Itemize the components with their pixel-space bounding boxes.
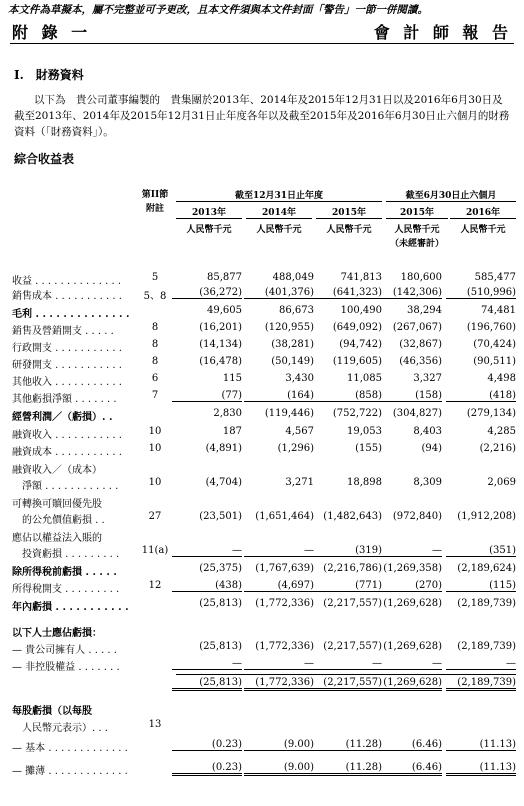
row-value: (2,189,739): [446, 677, 516, 691]
year-2013-header: 2013年: [191, 208, 227, 218]
unit-2014: 人民幣千元: [256, 225, 302, 235]
row-value: 585,477: [474, 272, 516, 283]
row-value: 741,813: [340, 272, 382, 283]
row-label: 淨額 . . . . . . . . . . . .: [12, 481, 119, 492]
row-value: (279,134): [466, 408, 516, 419]
row-value: 187: [222, 426, 242, 437]
row-value: (418): [446, 390, 516, 402]
row-label: 除所得稅前虧損 . . . . .: [12, 567, 117, 578]
table-row: [0, 529, 524, 545]
row-note: 6: [151, 373, 159, 384]
row-value: (752,722): [332, 408, 382, 419]
row-value: 85,877: [207, 272, 242, 283]
row-value: (94,742): [339, 339, 382, 350]
row-value: (16,478): [199, 356, 242, 367]
row-value: (11.13): [446, 739, 516, 751]
report-title: 會 計 師 報 告: [373, 23, 512, 42]
period-group-rule: [386, 201, 516, 202]
table-title: 綜合收益表: [14, 152, 75, 166]
row-value: (142,306): [382, 287, 442, 299]
table-row: [0, 658, 524, 674]
row-value: (23,501): [199, 511, 242, 522]
row-value: (4,697): [244, 580, 314, 592]
row-value: —: [382, 545, 442, 557]
unit-2013: 人民幣千元: [186, 225, 232, 235]
appendix-label: 附 錄 一: [12, 23, 92, 42]
period-group-header: 截至6月30日止六個月: [405, 191, 497, 201]
row-value: (1,772,336): [244, 677, 314, 691]
row-label: 年內虧損 . . . . . . . . . . .: [12, 602, 129, 613]
row-value: (649,092): [332, 322, 382, 333]
row-value: (1,651,464): [255, 511, 314, 522]
row-value: (319): [314, 545, 382, 557]
row-value: (2,216,786): [323, 563, 382, 574]
row-value: (70,424): [473, 339, 516, 350]
row-value: (2,189,739): [457, 598, 516, 609]
row-note: 27: [148, 511, 162, 522]
year-2014-header: 2014年: [261, 208, 297, 218]
table-row: [0, 719, 524, 735]
row-label: 其他虧損淨額 . . . . . . .: [12, 394, 117, 405]
table-row: [0, 545, 524, 561]
row-note: 10: [148, 426, 162, 437]
row-value: —: [446, 658, 516, 670]
note-header-line2: 附註: [145, 204, 164, 214]
year-2013-rule: [176, 218, 242, 219]
row-value: 3,430: [285, 373, 314, 384]
year-group-header: 截至12月31日止年度: [234, 191, 324, 201]
row-value: (510,996): [446, 287, 516, 299]
row-value: (4,891): [205, 443, 242, 454]
table-row: [0, 356, 524, 372]
row-value: —: [382, 658, 442, 670]
year-group-rule: [176, 201, 382, 202]
table-row: [0, 443, 524, 459]
row-value: (38,281): [271, 339, 314, 350]
row-label: 融資收入 . . . . . . . . . . .: [12, 430, 122, 441]
row-value: 38,294: [407, 305, 442, 316]
row-value: (50,149): [271, 356, 314, 367]
row-label: 其他收入 . . . . . . . . . . .: [12, 377, 122, 388]
row-value: (36,272): [172, 287, 242, 299]
row-note: 8: [151, 322, 159, 333]
row-value: (2,189,624): [457, 563, 516, 574]
row-value: 115: [222, 373, 242, 384]
row-label: 融資成本 . . . . . . . . . . .: [12, 447, 122, 458]
row-value: (771): [314, 580, 382, 592]
row-value: (641,323): [314, 287, 382, 299]
row-value: (25,813): [199, 641, 242, 652]
row-value: 18,898: [347, 477, 382, 488]
row-value: 2,830: [213, 408, 242, 419]
row-note: 11(a): [141, 545, 169, 556]
row-value: (2,217,557): [323, 641, 382, 652]
row-value: (270): [382, 580, 442, 592]
row-label: 研發開支 . . . . . . . . . . .: [12, 360, 122, 371]
period-2016-header: 2016年: [465, 208, 501, 218]
unit-period-2016: 人民幣千元: [460, 225, 506, 235]
row-value: (94): [421, 443, 442, 454]
row-value: (401,376): [244, 287, 314, 299]
row-value: 8,309: [413, 477, 442, 488]
row-value: (158): [382, 390, 442, 402]
row-label: 經營利潤／（虧損）. .: [12, 412, 113, 423]
table-row: [0, 272, 524, 288]
row-label: 融資收入／（成本）: [12, 465, 102, 476]
table-row: [0, 305, 524, 321]
row-value: (9.00): [244, 762, 314, 776]
row-value: —: [314, 658, 382, 670]
row-value: (0.23): [172, 762, 242, 776]
row-value: (1,772,336): [255, 598, 314, 609]
intro-text: 以下為 貴公司董事編製的 貴集團於2013年、2014年及2015年12月31日以及2016年6月30日及截至2013年、2014年及2015年12月31日止年度各年以及截至2015年及2016年6月30日止六個月的財務資料（「財務資料」）。: [14, 94, 510, 138]
note-column-header: [140, 188, 170, 216]
row-label: 投資虧損 . . . . . . . . .: [12, 549, 120, 560]
row-value: (6.46): [382, 762, 442, 776]
row-note: 13: [148, 719, 162, 730]
row-value: (155): [355, 443, 382, 454]
row-value: (1,269,628): [383, 641, 442, 652]
row-label: 銷售成本 . . . . . . . . . . .: [12, 291, 122, 302]
row-value: (438): [172, 580, 242, 592]
row-label: 收益 . . . . . . . . . . . . . .: [12, 276, 122, 287]
unit-2015: 人民幣千元: [326, 225, 372, 235]
row-label: 的公允價值虧損 . .: [12, 515, 105, 526]
row-value: —: [244, 545, 314, 557]
row-note: 7: [151, 390, 159, 401]
section-title: I. 財務資料: [14, 68, 84, 82]
row-value: (6.46): [382, 739, 442, 751]
table-row: [0, 287, 524, 303]
table-row: [0, 739, 524, 755]
row-value: (2,217,557): [314, 677, 382, 691]
row-value: 8,403: [413, 426, 442, 437]
table-row: [0, 563, 524, 579]
row-value: (1,912,208): [457, 511, 516, 522]
period-2015-header: 2015年: [399, 208, 435, 218]
table-row: [0, 390, 524, 406]
row-label: — 基本 . . . . . . . . . . . . .: [12, 743, 128, 754]
row-value: (1,767,639): [255, 563, 314, 574]
table-row: [0, 624, 524, 640]
unaudited-note: （未經審計）: [389, 239, 444, 249]
row-value: (1,296): [277, 443, 314, 454]
row-value: (858): [314, 390, 382, 402]
row-value: —: [172, 545, 242, 557]
row-label: 人民幣元表示）. . .: [12, 723, 108, 734]
table-row: [0, 477, 524, 493]
unit-period-2015: 人民幣千元: [394, 225, 440, 235]
row-value: (11.13): [446, 762, 516, 776]
row-value: (304,827): [392, 408, 442, 419]
row-value: (972,840): [392, 511, 442, 522]
row-value: (0.23): [172, 739, 242, 751]
year-2015-rule: [316, 218, 382, 219]
row-label: 行政開支 . . . . . . . . . . .: [12, 343, 122, 354]
row-note: 5: [151, 272, 159, 283]
row-label: 可轉換可贖回優先股: [12, 499, 102, 510]
row-value: (25,375): [199, 563, 242, 574]
table-row: [0, 702, 524, 718]
row-value: —: [244, 658, 314, 670]
table-row: [0, 461, 524, 477]
row-value: 2,069: [487, 477, 516, 488]
table-row: [0, 580, 524, 596]
row-value: (351): [446, 545, 516, 557]
row-label: 以下人士應佔虧損：: [12, 628, 102, 639]
row-note: 8: [151, 339, 159, 350]
table-row: [0, 426, 524, 442]
row-value: —: [172, 658, 242, 670]
row-value: (2,217,557): [323, 598, 382, 609]
row-value: (90,511): [473, 356, 516, 367]
row-label: — 攤薄 . . . . . . . . . . . . .: [12, 766, 128, 777]
table-row: [0, 339, 524, 355]
row-value: 86,673: [279, 305, 314, 316]
table-row: [0, 322, 524, 338]
row-value: (14,134): [199, 339, 242, 350]
row-value: (25,813): [172, 677, 242, 691]
row-value: (25,813): [199, 598, 242, 609]
table-row: [0, 373, 524, 389]
row-label: 應佔以權益法入賬的: [12, 533, 102, 544]
row-value: 3,327: [413, 373, 442, 384]
row-note: 12: [148, 580, 162, 591]
row-value: 4,498: [487, 373, 516, 384]
note-header-line1: 第II節: [141, 190, 169, 200]
row-value: 4,567: [285, 426, 314, 437]
row-value: 11,085: [347, 373, 382, 384]
row-value: (9.00): [244, 739, 314, 751]
row-value: 4,285: [487, 426, 516, 437]
table-row: [0, 495, 524, 511]
row-value: (267,067): [392, 322, 442, 333]
row-value: 3,271: [285, 477, 314, 488]
row-note: 10: [148, 477, 162, 488]
year-2014-rule: [246, 218, 312, 219]
row-value: (1,269,628): [382, 677, 442, 691]
row-note: 8: [151, 356, 159, 367]
row-value: 488,049: [272, 272, 314, 283]
row-note: 5、8: [143, 291, 167, 302]
table-row: [0, 511, 524, 527]
row-value: (32,867): [399, 339, 442, 350]
row-value: (115): [446, 580, 516, 592]
table-row: [0, 641, 524, 657]
row-value: (164): [244, 390, 314, 402]
row-label: 銷售及營銷開支 . . . . .: [12, 326, 114, 337]
year-2015-header: 2015年: [331, 208, 367, 218]
row-value: (119,446): [264, 408, 314, 419]
table-row: [0, 762, 524, 778]
header-divider: [10, 43, 514, 44]
row-value: (4,704): [205, 477, 242, 488]
row-value: (46,356): [399, 356, 442, 367]
row-value: 180,600: [400, 272, 442, 283]
table-row: [0, 677, 524, 693]
row-value: (1,269,628): [383, 598, 442, 609]
period-2015-rule: [386, 218, 448, 219]
row-value: (16,201): [199, 322, 242, 333]
table-row: [0, 598, 524, 614]
row-value: (77): [172, 390, 242, 402]
draft-warning: 本文件為草擬本，屬不完整並可予更改，且本文件須與本文件封面「警告」一節一併閱讀。: [8, 4, 428, 16]
row-label: 所得稅開支 . . . . . . . . .: [12, 584, 120, 595]
row-value: (2,216): [479, 443, 516, 454]
row-value: (11.28): [314, 762, 382, 776]
row-value: (11.28): [314, 739, 382, 751]
row-value: (119,605): [332, 356, 382, 367]
row-label: — 非控股權益 . . . . . . .: [12, 662, 120, 673]
period-2016-rule: [450, 218, 516, 219]
row-value: (120,955): [264, 322, 314, 333]
row-value: 19,053: [347, 426, 382, 437]
row-value: 49,605: [207, 305, 242, 316]
row-value: 100,490: [340, 305, 382, 316]
row-value: (196,760): [466, 322, 516, 333]
row-value: 74,481: [481, 305, 516, 316]
row-value: (1,269,358): [383, 563, 442, 574]
row-value: (1,482,643): [323, 511, 382, 522]
row-value: (1,772,336): [255, 641, 314, 652]
row-note: 10: [148, 443, 162, 454]
row-value: (2,189,739): [457, 641, 516, 652]
row-label: — 貴公司擁有人 . . . . .: [12, 645, 117, 656]
row-label: 毛利 . . . . . . . . . . . . . .: [12, 309, 130, 320]
row-label: 每股虧損（以每股: [12, 706, 92, 717]
intro-paragraph: [14, 92, 512, 140]
table-row: [0, 408, 524, 424]
subtotal-rule: [176, 674, 516, 675]
